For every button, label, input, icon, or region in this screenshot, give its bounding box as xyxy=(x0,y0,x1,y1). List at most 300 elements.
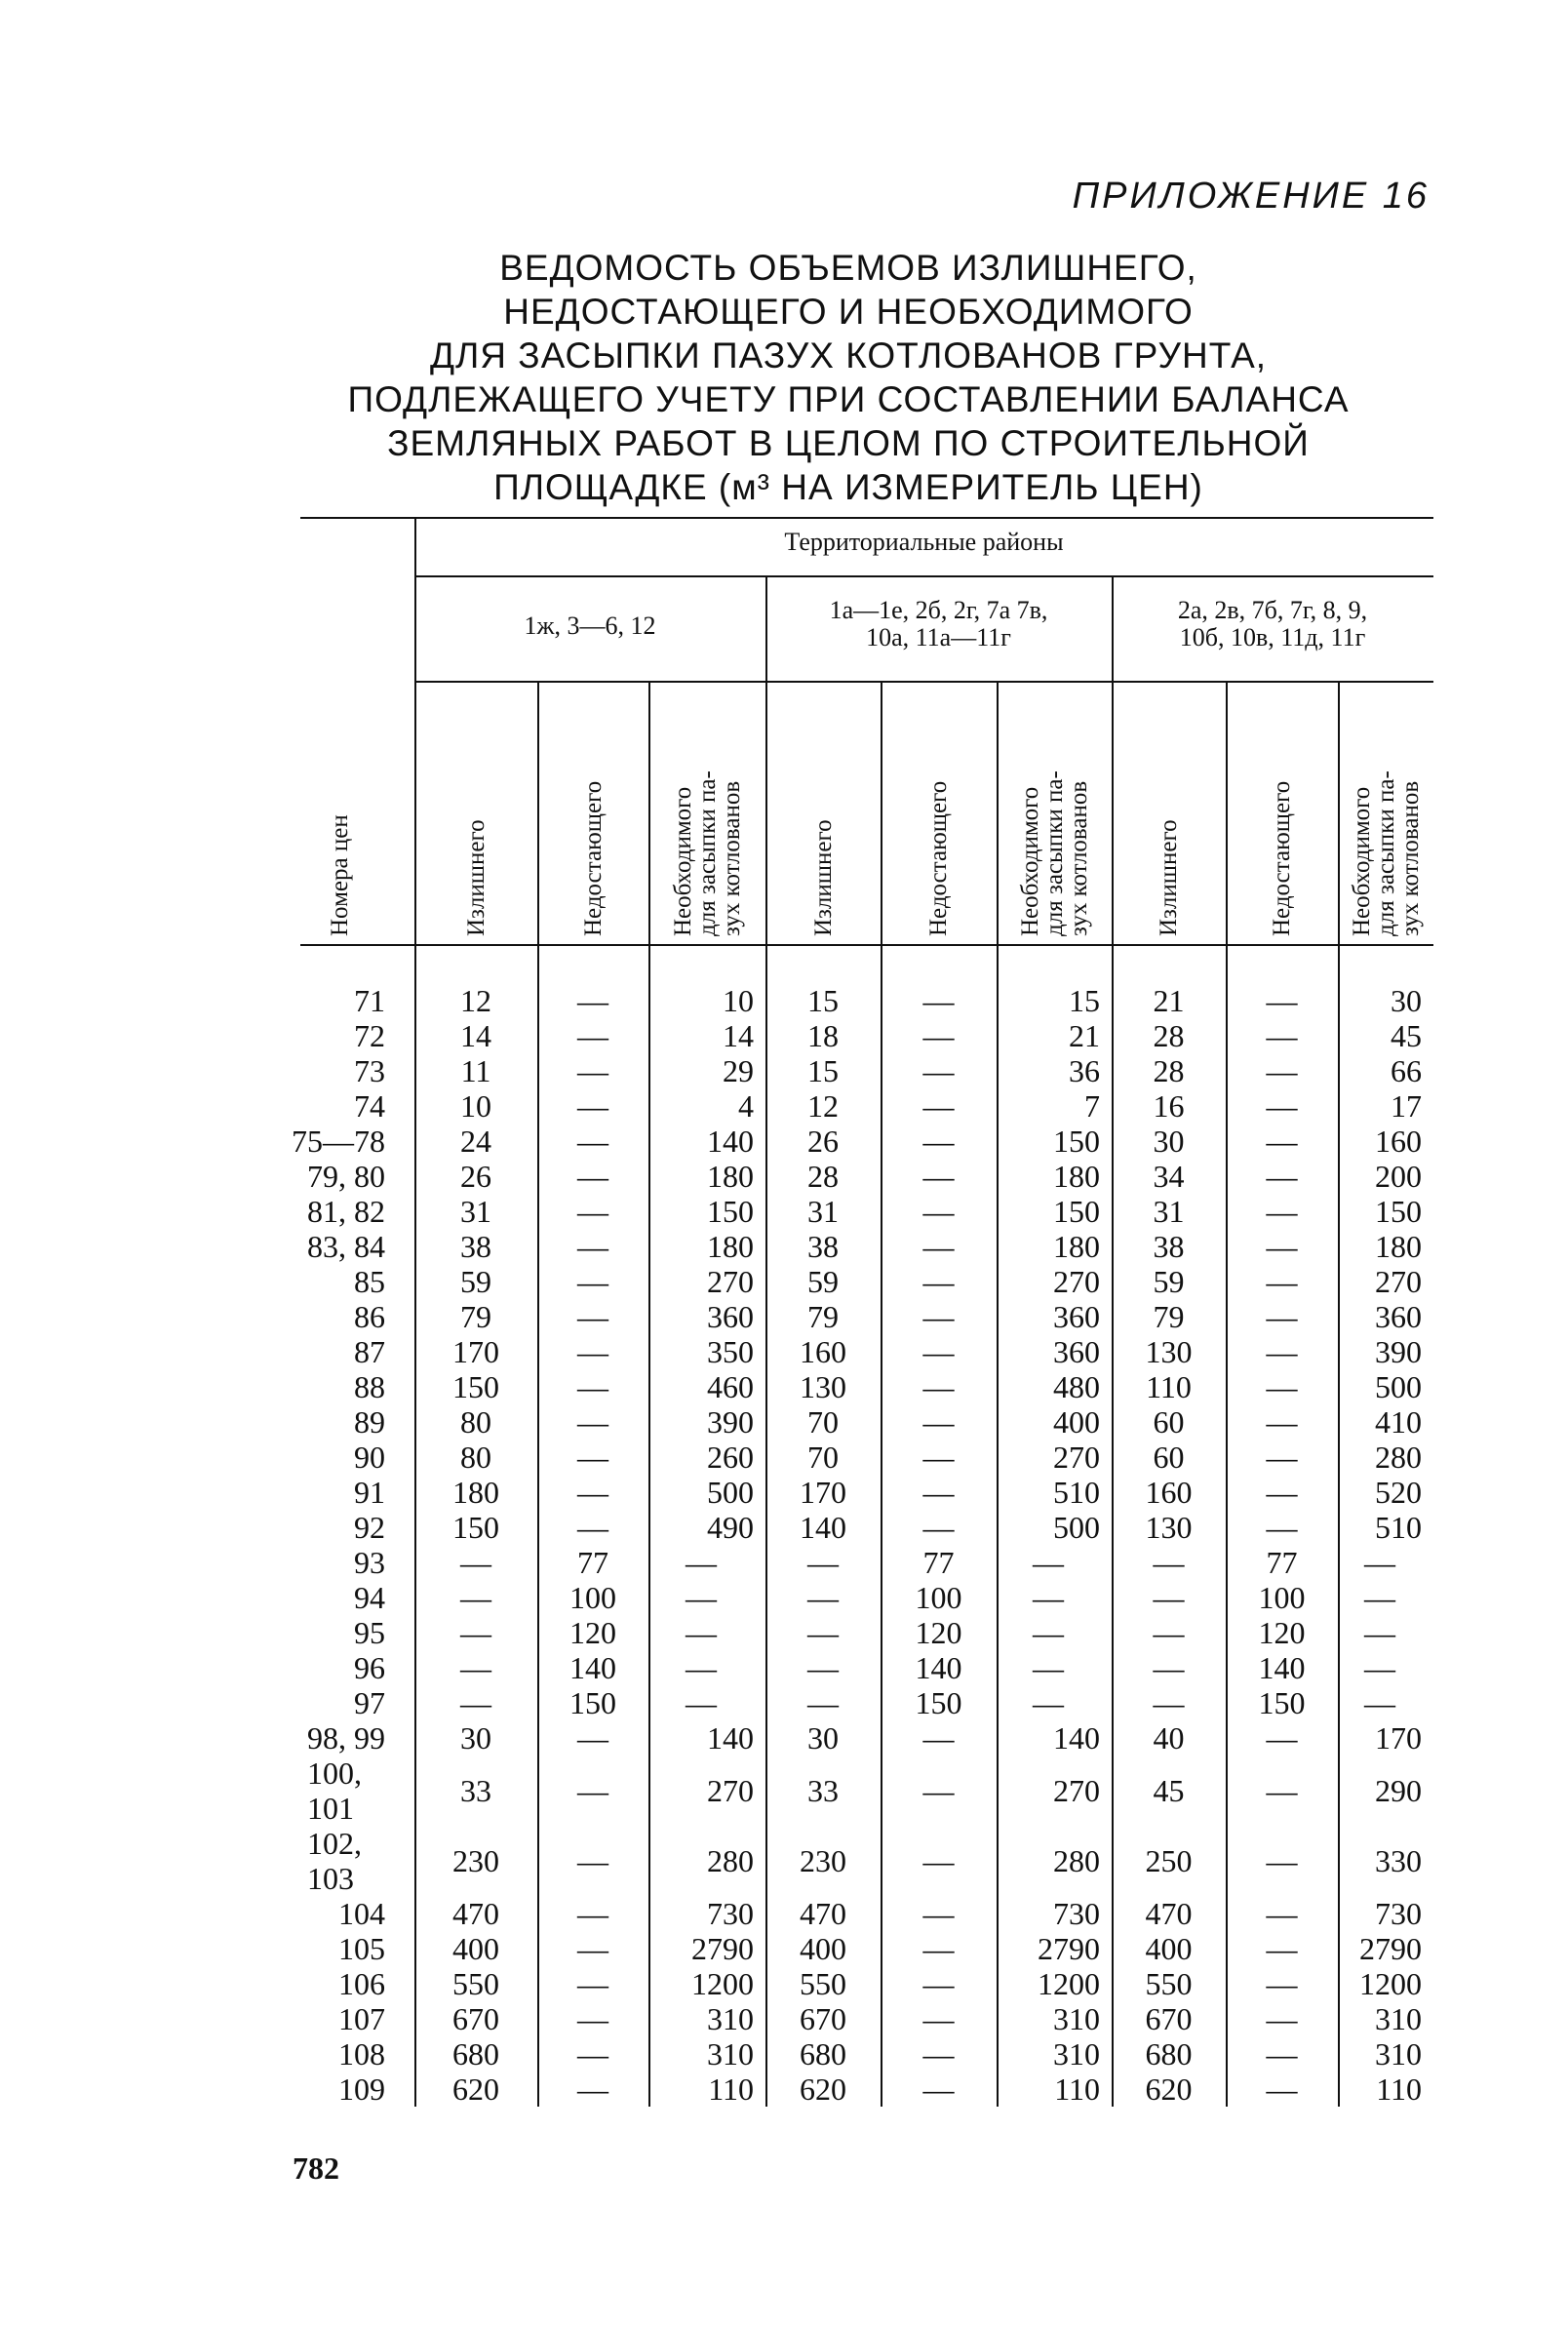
table-cell: 2790 xyxy=(1359,1931,1422,1966)
price-number: 85 xyxy=(354,1264,385,1299)
sub-header: Недостающего xyxy=(579,780,607,936)
table-cell: — xyxy=(1266,1229,1298,1264)
table-cell: 150 xyxy=(1053,1194,1100,1229)
price-number: 107 xyxy=(338,2001,385,2036)
table-cell: — xyxy=(577,983,608,1018)
table-cell: 77 xyxy=(922,1545,955,1580)
table-cell: 670 xyxy=(800,2001,846,2036)
sub-header: зух котлованов xyxy=(1396,780,1424,936)
table-cell: 140 xyxy=(707,1720,754,1756)
table-cell: — xyxy=(922,1369,955,1404)
table-cell: — xyxy=(1266,1018,1298,1053)
table-cell: 150 xyxy=(1053,1124,1100,1159)
table-cell: 2790 xyxy=(691,1931,754,1966)
table-cell: 500 xyxy=(707,1475,754,1510)
sub-header: для засыпки па- xyxy=(1372,770,1399,936)
table-cell: 140 xyxy=(707,1124,754,1159)
table-cell: — xyxy=(577,1124,608,1159)
table-cell: — xyxy=(460,1650,491,1685)
table-cell: 1200 xyxy=(691,1966,754,2001)
table-cell: 140 xyxy=(1053,1720,1100,1756)
table-cell: 310 xyxy=(707,2036,754,2072)
table-cell: 14 xyxy=(460,1018,491,1053)
table-cell: — xyxy=(1266,1369,1298,1404)
table-cell: — xyxy=(807,1545,839,1580)
table-cell: 150 xyxy=(707,1194,754,1229)
table-cell: — xyxy=(577,1053,608,1088)
title-line: ПОДЛЕЖАЩЕГО УЧЕТУ ПРИ СОСТАВЛЕНИИ БАЛАНСА xyxy=(347,379,1350,419)
table-cell: — xyxy=(577,1773,608,1808)
table-cell: 310 xyxy=(1375,2036,1422,2072)
table-cell: 45 xyxy=(1391,1018,1422,1053)
table-cell: 410 xyxy=(1375,1404,1422,1440)
table-cell: — xyxy=(1266,1773,1298,1808)
table-cell: 160 xyxy=(800,1334,846,1369)
table-cell: — xyxy=(1153,1685,1185,1720)
table-cell: — xyxy=(922,1510,955,1545)
table-cell: 30 xyxy=(807,1720,839,1756)
table-cell: 310 xyxy=(1053,2036,1100,2072)
table-cell: 310 xyxy=(1053,2001,1100,2036)
table-cell: 26 xyxy=(460,1159,491,1194)
table-cell: — xyxy=(577,1229,608,1264)
table-cell: 460 xyxy=(707,1369,754,1404)
table-cell: 400 xyxy=(1145,1931,1193,1966)
table-cell: — xyxy=(577,1264,608,1299)
table-cell: 500 xyxy=(1053,1510,1100,1545)
table-cell: 170 xyxy=(452,1334,499,1369)
table-cell: 670 xyxy=(452,2001,499,2036)
table-cell: 160 xyxy=(1375,1124,1422,1159)
table-cell: 400 xyxy=(1053,1404,1100,1440)
table-cell: 130 xyxy=(800,1369,846,1404)
table-cell: — xyxy=(922,1475,955,1510)
price-number: 100, 101 xyxy=(307,1756,362,1826)
table-cell: — xyxy=(1033,1545,1064,1580)
table-cell: 260 xyxy=(707,1440,754,1475)
table-cell: 11 xyxy=(460,1053,491,1088)
sub-header: Излишнего xyxy=(809,819,837,936)
table-cell: 670 xyxy=(1145,2001,1193,2036)
table-cell: 100 xyxy=(569,1580,616,1615)
table-cell: 80 xyxy=(460,1404,491,1440)
table-cell: 45 xyxy=(1153,1773,1185,1808)
table-cell: 17 xyxy=(1391,1088,1422,1124)
table-cell: 470 xyxy=(452,1896,499,1931)
table-cell: — xyxy=(460,1580,491,1615)
table-cell: 470 xyxy=(800,1896,846,1931)
table-cell: — xyxy=(1033,1580,1064,1615)
table-cell: — xyxy=(1266,2036,1298,2072)
table-cell: 490 xyxy=(707,1510,754,1545)
table-cell: 550 xyxy=(452,1966,499,2001)
table-cell: 100 xyxy=(1258,1580,1306,1615)
table-cell: — xyxy=(1266,1843,1298,1878)
price-number: 94 xyxy=(354,1580,385,1615)
table-cell: 390 xyxy=(707,1404,754,1440)
table-cell: 180 xyxy=(707,1229,754,1264)
group-header: Территориальные районы xyxy=(784,528,1064,556)
price-number: 83, 84 xyxy=(307,1229,385,1264)
table-cell: 520 xyxy=(1375,1475,1422,1510)
table-cell: 110 xyxy=(1376,2072,1422,2107)
table-cell: — xyxy=(686,1685,717,1720)
table-cell: 77 xyxy=(1266,1545,1298,1580)
table-cell: 680 xyxy=(452,2036,499,2072)
table-cell: — xyxy=(922,1053,955,1088)
table-cell: — xyxy=(577,1369,608,1404)
table-cell: 14 xyxy=(723,1018,754,1053)
table-cell: — xyxy=(577,1334,608,1369)
table-cell: 120 xyxy=(1258,1615,1306,1650)
table-cell: 7 xyxy=(1084,1088,1100,1124)
table-cell: 60 xyxy=(1153,1440,1185,1475)
table-cell: 160 xyxy=(1145,1475,1193,1510)
price-number: 98, 99 xyxy=(307,1720,385,1756)
table-cell: 140 xyxy=(569,1650,616,1685)
appendix-label: ПРИЛОЖЕНИЕ 16 xyxy=(1072,176,1430,217)
table-cell: 120 xyxy=(915,1615,962,1650)
table-cell: — xyxy=(460,1615,491,1650)
table-cell: — xyxy=(577,1440,608,1475)
table-cell: 34 xyxy=(1153,1159,1185,1194)
table-cell: 250 xyxy=(1145,1843,1193,1878)
table-cell: — xyxy=(1266,1404,1298,1440)
table-cell: — xyxy=(922,1404,955,1440)
price-number: 105 xyxy=(338,1931,385,1966)
table-cell: 16 xyxy=(1153,1088,1185,1124)
table-cell: 170 xyxy=(800,1475,846,1510)
sub-header: Недостающего xyxy=(1269,780,1295,936)
table-cell: 470 xyxy=(1145,1896,1193,1931)
price-number: 102, 103 xyxy=(307,1826,362,1896)
table-cell: 400 xyxy=(800,1931,846,1966)
rule-group xyxy=(414,575,1433,577)
table-cell: — xyxy=(1364,1545,1395,1580)
table-cell: — xyxy=(1266,1334,1298,1369)
table-cell: — xyxy=(1153,1650,1185,1685)
table-cell: 24 xyxy=(460,1124,491,1159)
price-number: 96 xyxy=(354,1650,385,1685)
table-cell: 510 xyxy=(1053,1475,1100,1510)
table-cell: — xyxy=(1266,1510,1298,1545)
table-cell: 130 xyxy=(1145,1334,1193,1369)
table-cell: — xyxy=(922,2001,955,2036)
table-cell: — xyxy=(1364,1580,1395,1615)
table-cell: 730 xyxy=(1375,1896,1422,1931)
table-cell: — xyxy=(577,1088,608,1124)
rule-region xyxy=(414,681,1433,683)
sub-header: Излишнего xyxy=(1156,819,1182,936)
table-cell: 360 xyxy=(707,1299,754,1334)
table-cell: — xyxy=(577,1159,608,1194)
table-cell: 40 xyxy=(1153,1720,1185,1756)
table-cell: — xyxy=(922,2036,955,2072)
price-number: 104 xyxy=(338,1896,385,1931)
table-cell: 15 xyxy=(807,1053,839,1088)
table-cell: 79 xyxy=(460,1299,491,1334)
table-cell: — xyxy=(1266,1896,1298,1931)
table-cell: 280 xyxy=(707,1843,754,1878)
price-number: 72 xyxy=(354,1018,385,1053)
table-cell: — xyxy=(1266,1475,1298,1510)
table-cell: 66 xyxy=(1391,1053,1422,1088)
table-cell: 310 xyxy=(1375,2001,1422,2036)
table-cell: — xyxy=(686,1650,717,1685)
table-cell: — xyxy=(922,1299,955,1334)
table-cell: 680 xyxy=(1145,2036,1193,2072)
table-cell: 140 xyxy=(915,1650,962,1685)
table-cell: — xyxy=(922,1440,955,1475)
table-cell: — xyxy=(922,1966,955,2001)
price-col-header: Номера цен xyxy=(327,814,353,936)
table-cell: 120 xyxy=(569,1615,616,1650)
table-cell: — xyxy=(1266,1264,1298,1299)
table-cell: — xyxy=(1033,1685,1064,1720)
price-number: 108 xyxy=(338,2036,385,2072)
table-cell: — xyxy=(460,1545,491,1580)
sub-header: Необходимого xyxy=(669,786,696,936)
table-cell: 26 xyxy=(807,1124,839,1159)
table-cell: — xyxy=(1153,1545,1185,1580)
price-number: 86 xyxy=(354,1299,385,1334)
table-cell: 79 xyxy=(807,1299,839,1334)
table-cell: 150 xyxy=(1375,1194,1422,1229)
table-cell: 130 xyxy=(1145,1510,1193,1545)
table-cell: 140 xyxy=(800,1510,846,1545)
table-cell: 270 xyxy=(1375,1264,1422,1299)
table-cell: 150 xyxy=(452,1369,499,1404)
sub-header: для засыпки па- xyxy=(693,770,721,936)
table-cell: 33 xyxy=(807,1773,839,1808)
table-cell: — xyxy=(577,1966,608,2001)
table-cell: 510 xyxy=(1375,1510,1422,1545)
table-cell: 310 xyxy=(707,2001,754,2036)
table-cell: 1200 xyxy=(1038,1966,1100,2001)
sub-header: Необходимого xyxy=(1348,786,1375,936)
table-cell: — xyxy=(922,983,955,1018)
table-cell: — xyxy=(577,1931,608,1966)
table-cell: — xyxy=(1153,1615,1185,1650)
table-cell: — xyxy=(1266,1931,1298,1966)
table-cell: 79 xyxy=(1153,1299,1185,1334)
price-number: 89 xyxy=(354,1404,385,1440)
table-cell: — xyxy=(807,1615,839,1650)
table-cell: 28 xyxy=(807,1159,839,1194)
table-cell: 180 xyxy=(1375,1229,1422,1264)
table-cell: — xyxy=(807,1685,839,1720)
table-cell: — xyxy=(1153,1580,1185,1615)
table-cell: — xyxy=(1266,983,1298,1018)
table-cell: — xyxy=(577,2036,608,2072)
sub-header: зух котлованов xyxy=(1065,780,1092,936)
table-cell: 15 xyxy=(807,983,839,1018)
table-cell: 31 xyxy=(460,1194,491,1229)
table-cell: — xyxy=(1266,2001,1298,2036)
table-cell: — xyxy=(1266,2072,1298,2107)
table-cell: — xyxy=(577,1404,608,1440)
table-cell: 110 xyxy=(708,2072,754,2107)
table-cell: — xyxy=(1266,1966,1298,2001)
price-number: 87 xyxy=(354,1334,385,1369)
table-cell: — xyxy=(577,1843,608,1878)
region-header: 10б, 10в, 11д, 11г xyxy=(1179,623,1366,651)
table-cell: 30 xyxy=(1153,1124,1185,1159)
page-number: 782 xyxy=(293,2150,339,2186)
table-cell: — xyxy=(922,1229,955,1264)
table-cell: — xyxy=(1266,1159,1298,1194)
price-number: 93 xyxy=(354,1545,385,1580)
region-header: 2а, 2в, 7б, 7г, 8, 9, xyxy=(1177,596,1368,624)
table-cell: 1200 xyxy=(1359,1966,1422,2001)
price-number: 92 xyxy=(354,1510,385,1545)
table-cell: — xyxy=(922,1931,955,1966)
sub-header: зух котлованов xyxy=(718,780,745,936)
price-number: 109 xyxy=(338,2072,385,2107)
sub-header: Необходимого xyxy=(1016,786,1043,936)
table-cell: — xyxy=(577,2001,608,2036)
table-cell: 110 xyxy=(1146,1369,1192,1404)
table-cell: — xyxy=(577,1475,608,1510)
table-cell: — xyxy=(922,1159,955,1194)
table-cell: 4 xyxy=(738,1088,754,1124)
table-cell: 270 xyxy=(1053,1773,1100,1808)
table-cell: 10 xyxy=(460,1088,491,1124)
price-number: 73 xyxy=(354,1053,385,1088)
table-cell: 60 xyxy=(1153,1404,1185,1440)
table-cell: — xyxy=(922,2072,955,2107)
title-line: ВЕДОМОСТЬ ОБЪЕМОВ ИЗЛИШНЕГО, xyxy=(499,248,1197,288)
table-cell: 21 xyxy=(1153,983,1185,1018)
price-number: 97 xyxy=(354,1685,385,1720)
rule-head-bottom xyxy=(300,944,1433,946)
region-header: 10а, 11а—11г xyxy=(866,623,1011,651)
table-cell: 29 xyxy=(723,1053,754,1088)
table-cell: 180 xyxy=(707,1159,754,1194)
table-cell: 110 xyxy=(1054,2072,1100,2107)
table-cell: 33 xyxy=(460,1773,491,1808)
table-cell: — xyxy=(686,1615,717,1650)
table-cell: 280 xyxy=(1375,1440,1422,1475)
table-cell: — xyxy=(1266,1053,1298,1088)
table-cell: 730 xyxy=(1053,1896,1100,1931)
table-cell: — xyxy=(1266,1440,1298,1475)
table-cell: 270 xyxy=(1053,1264,1100,1299)
table-cell: 180 xyxy=(452,1475,499,1510)
table-cell: — xyxy=(922,1264,955,1299)
title-line: НЕДОСТАЮЩЕГО И НЕОБХОДИМОГО xyxy=(503,292,1194,332)
table-cell: — xyxy=(1266,1194,1298,1229)
table-cell: — xyxy=(922,1773,955,1808)
table-cell: — xyxy=(577,1896,608,1931)
table-cell: — xyxy=(686,1545,717,1580)
table-cell: 180 xyxy=(1053,1229,1100,1264)
region-header: 1ж, 3—6, 12 xyxy=(524,612,656,640)
table-cell: — xyxy=(1266,1124,1298,1159)
table-cell: 360 xyxy=(1375,1299,1422,1334)
table-cell: 620 xyxy=(452,2072,499,2107)
table-cell: 500 xyxy=(1375,1369,1422,1404)
table-cell: 140 xyxy=(1258,1650,1306,1685)
table-cell: 170 xyxy=(1375,1720,1422,1756)
price-number: 95 xyxy=(354,1615,385,1650)
table-cell: — xyxy=(922,1896,955,1931)
table-cell: 2790 xyxy=(1038,1931,1100,1966)
table-cell: 280 xyxy=(1053,1843,1100,1878)
table-cell: 30 xyxy=(1391,983,1422,1018)
table-cell: 150 xyxy=(915,1685,962,1720)
price-number: 91 xyxy=(354,1475,385,1510)
table-cell: 620 xyxy=(1145,2072,1193,2107)
table-cell: 38 xyxy=(460,1229,491,1264)
table-cell: 730 xyxy=(707,1896,754,1931)
table-cell: 21 xyxy=(1069,1018,1100,1053)
table-cell: 70 xyxy=(807,1404,839,1440)
table-cell: 400 xyxy=(452,1931,499,1966)
title-line: ДЛЯ ЗАСЫПКИ ПАЗУХ КОТЛОВАНОВ ГРУНТА, xyxy=(429,335,1268,375)
title-line: ПЛОЩАДКЕ (м³ НА ИЗМЕРИТЕЛЬ ЦЕН) xyxy=(493,467,1203,507)
table-cell: — xyxy=(922,1843,955,1878)
table-cell: 150 xyxy=(569,1685,616,1720)
document-title xyxy=(293,246,1404,509)
table-cell: 350 xyxy=(707,1334,754,1369)
table-cell: 270 xyxy=(707,1264,754,1299)
table-cell: 80 xyxy=(460,1440,491,1475)
table-cell: — xyxy=(1364,1685,1395,1720)
table-cell: — xyxy=(922,1088,955,1124)
table-cell: — xyxy=(922,1334,955,1369)
sub-header: Излишнего xyxy=(462,819,490,936)
table-cell: 31 xyxy=(807,1194,839,1229)
table-cell: 230 xyxy=(452,1843,499,1878)
price-number: 79, 80 xyxy=(307,1159,385,1194)
table-cell: 30 xyxy=(460,1720,491,1756)
table-cell: 59 xyxy=(807,1264,839,1299)
table-cell: — xyxy=(1033,1615,1064,1650)
table-cell: — xyxy=(577,1194,608,1229)
table-cell: 28 xyxy=(1153,1018,1185,1053)
table-cell: 28 xyxy=(1153,1053,1185,1088)
table-cell: — xyxy=(577,1299,608,1334)
rule-top xyxy=(300,517,1433,519)
price-number: 88 xyxy=(354,1369,385,1404)
price-number: 106 xyxy=(338,1966,385,2001)
table-cell: 31 xyxy=(1153,1194,1185,1229)
table-cell: — xyxy=(686,1580,717,1615)
table-cell: — xyxy=(922,1018,955,1053)
table-cell: 59 xyxy=(460,1264,491,1299)
table-cell: 180 xyxy=(1053,1159,1100,1194)
table-cell: 360 xyxy=(1053,1299,1100,1334)
price-number: 74 xyxy=(354,1088,385,1124)
price-number: 90 xyxy=(354,1440,385,1475)
table-cell: 38 xyxy=(1153,1229,1185,1264)
table-cell: — xyxy=(922,1720,955,1756)
table-cell: 77 xyxy=(577,1545,608,1580)
table-cell: 100 xyxy=(915,1580,962,1615)
table-cell: — xyxy=(1266,1720,1298,1756)
table-cell: 10 xyxy=(723,983,754,1018)
table-cell: 150 xyxy=(1258,1685,1306,1720)
price-number: 81, 82 xyxy=(307,1194,385,1229)
table-cell: 620 xyxy=(800,2072,846,2107)
table-cell: 12 xyxy=(807,1088,839,1124)
table-cell: 150 xyxy=(452,1510,499,1545)
table-cell: — xyxy=(807,1580,839,1615)
sub-header: Недостающего xyxy=(925,780,952,936)
region-header: 1а—1е, 2б, 2г, 7а 7в, xyxy=(829,596,1048,624)
table-cell: 360 xyxy=(1053,1334,1100,1369)
